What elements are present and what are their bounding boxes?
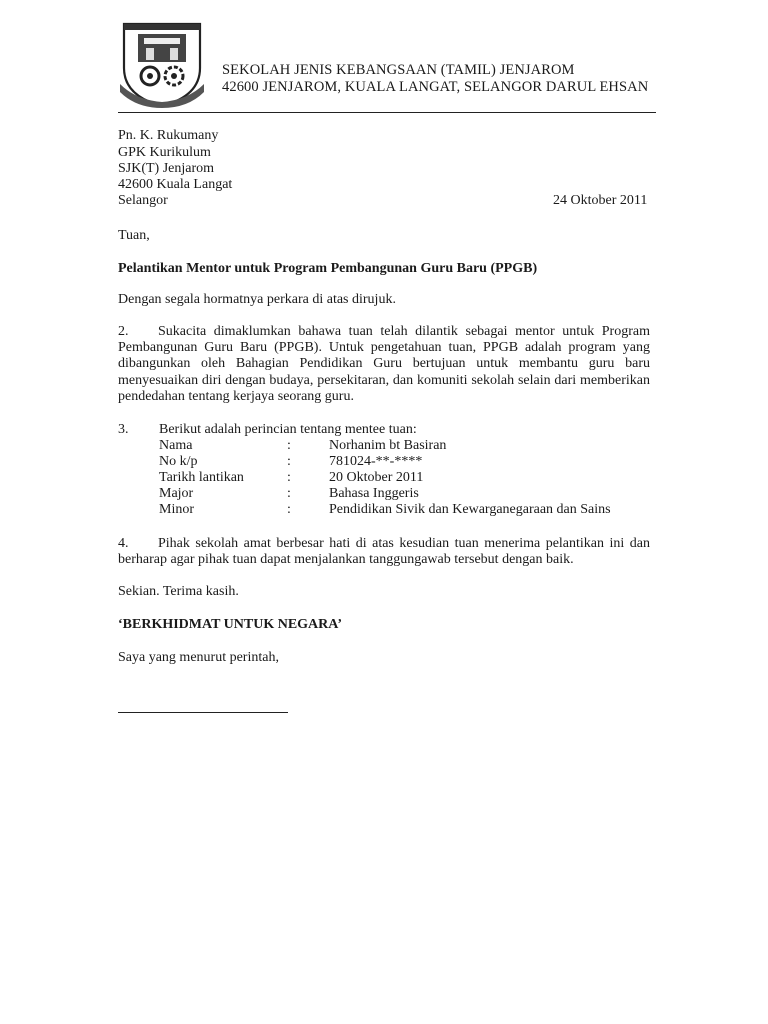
paragraph-1: Dengan segala hormatnya perkara di atas dirujuk. [118,292,396,307]
recipient-state: Selangor [118,193,168,208]
subject-heading: Pelantikan Mentor untuk Program Pembangunan Guru Baru (PPGB) [118,261,538,276]
paragraph-3-intro: Berikut adalah perincian tentang mentee tuan: [159,422,417,437]
signature-line [118,712,288,713]
paragraph-2 [118,324,650,405]
detail-value: Norhanim bt Basiran [329,438,447,453]
detail-separator: : [287,470,291,485]
detail-separator: : [287,454,291,469]
school-crest-icon [116,18,208,110]
letterhead-text [222,62,648,96]
paragraph-4-number: 4. [118,536,129,551]
detail-label: Nama [159,438,193,453]
detail-value: 20 Oktober 2011 [329,470,424,485]
school-address: 42600 JENJAROM, KUALA LANGAT, SELANGOR DARUL EHSAN [222,79,649,95]
letter-date: 24 Oktober 2011 [553,193,648,208]
paragraph-4-text: Pihak sekolah amat berbesar hati di atas kesudian tuan menerima pelantikan ini dan berharap agar pihak tuan dapat menjalankan tanggungawab tersebut dengan baik. [118,536,650,568]
paragraph-2-text: Sukacita dimaklumkan bahawa tuan telah dilantik sebagai mentor untuk Program Pembangunan Guru Baru (PPGB). Untuk pengetahuan tuan, PPGB adalah program yang dibangunkan oleh Bahagian Pendidikan Guru bertujuan untuk membantu guru baru menyesuaikan diri dengan budaya, persekitaran, dan komuniti sekolah selain dari memberikan pendedahan tentang kerjaya seorang guru. [118,324,650,404]
paragraph-4 [118,536,650,568]
detail-value: 781024-**-**** [329,454,423,469]
motto: ‘BERKHIDMAT UNTUK NEGARA’ [118,617,343,632]
school-name: SEKOLAH JENIS KEBANGSAAN (TAMIL) JENJAROM [222,62,575,78]
paragraph-3-number: 3. [118,422,129,437]
detail-label: Tarikh lantikan [159,470,244,485]
recipient-position: GPK Kurikulum [118,145,211,160]
recipient-postcode-town: 42600 Kuala Langat [118,177,233,192]
detail-separator: : [287,486,291,501]
detail-value: Pendidikan Sivik dan Kewarganegaraan dan Sains [329,502,611,517]
detail-label: Minor [159,502,194,517]
closing-line: Sekian. Terima kasih. [118,584,239,599]
recipient-name: Pn. K. Rukumany [118,128,219,143]
detail-label: Major [159,486,194,501]
signoff: Saya yang menurut perintah, [118,650,279,665]
letterhead-divider [118,112,656,113]
detail-value: Bahasa Inggeris [329,486,419,501]
paragraph-2-number: 2. [118,324,129,339]
recipient-school: SJK(T) Jenjarom [118,161,215,176]
detail-label: No k/p [159,454,198,469]
detail-separator: : [287,502,291,517]
salutation: Tuan, [118,228,150,243]
detail-separator: : [287,438,291,453]
